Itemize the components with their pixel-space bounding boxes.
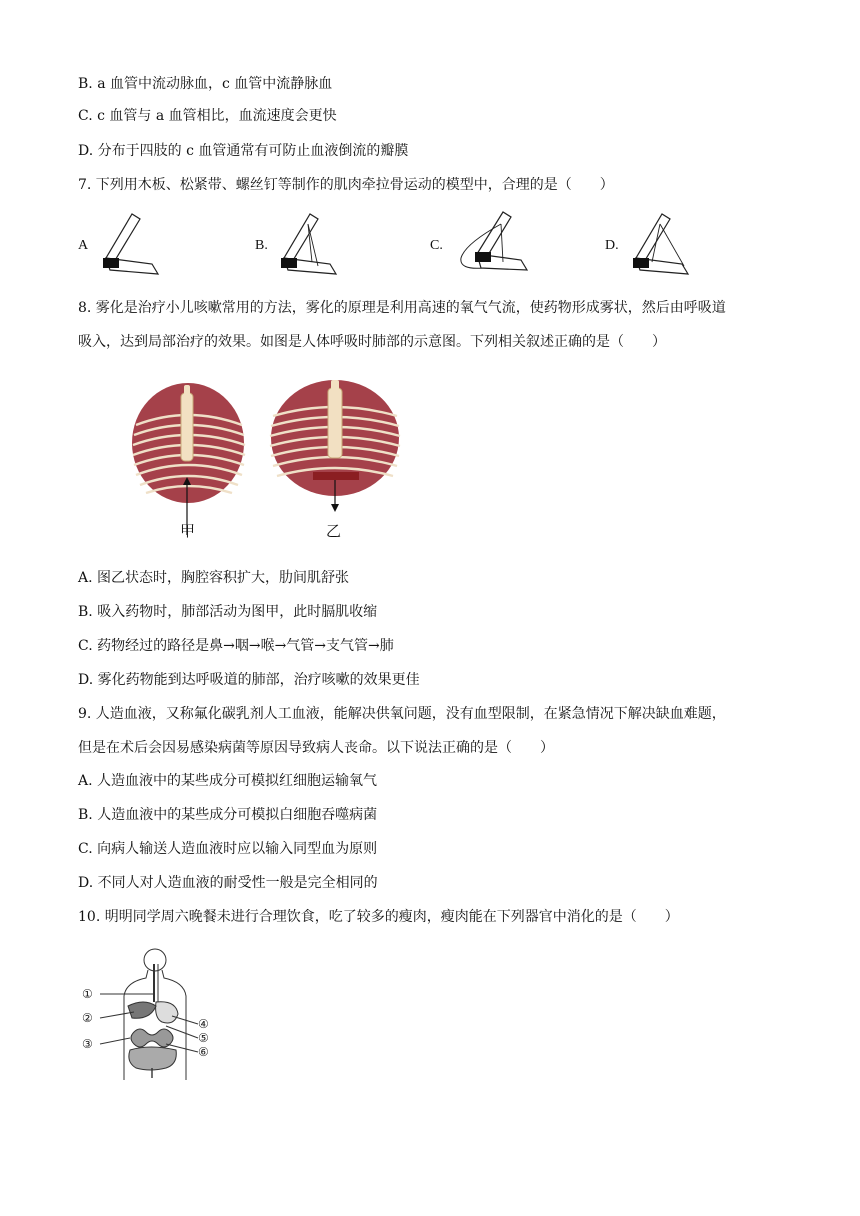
q8-option-a: A. 图乙状态时，胸腔容积扩大，肋间肌舒张 (78, 570, 350, 586)
digestive-system-figure (80, 940, 220, 1085)
q7-model-a (100, 210, 170, 280)
q6-option-d: D. 分布于四肢的 c 血管通常有可防止血液倒流的瓣膜 (78, 143, 409, 159)
q7-model-d (630, 210, 700, 280)
q7-label-c: C. (430, 238, 443, 253)
q7-label-b: B. (255, 238, 268, 253)
digestive-label-5: ⑤ (198, 1031, 209, 1045)
q9-option-a: A. 人造血液中的某些成分可模拟红细胞运输氧气 (78, 773, 378, 789)
ribcage-figure-jia (130, 385, 250, 540)
q8-stem-line-1: 8. 雾化是治疗小儿咳嗽常用的方法，雾化的原理是利用高速的氧气气流，使药物形成雾状，然后由呼吸道 (78, 300, 726, 316)
q9-option-b: B. 人造血液中的某些成分可模拟白细胞吞噬病菌 (78, 807, 378, 823)
q7-label-d: D. (605, 238, 619, 253)
q9-stem-line-1: 9. 人造血液，又称氟化碳乳剂人工血液，能解决供氧问题，没有血型限制，在紧急情况下解决缺血难题， (78, 706, 726, 722)
q7-model-c (455, 208, 535, 280)
digestive-label-1: ① (82, 987, 93, 1001)
q8-option-c: C. 药物经过的路径是鼻→咽→喉→气管→支气管→肺 (78, 638, 394, 654)
digestive-label-6: ⑥ (198, 1045, 209, 1059)
q7-stem: 7. 下列用木板、松紧带、螺丝钉等制作的肌肉牵拉骨运动的模型中，合理的是（ ） (78, 177, 614, 193)
digestive-label-2: ② (82, 1011, 93, 1025)
q9-option-c: C. 向病人输送人造血液时应以输入同型血为原则 (78, 841, 378, 857)
q9-option-d: D. 不同人对人造血液的耐受性一般是完全相同的 (78, 875, 378, 891)
q7-label-a: A (78, 238, 89, 253)
digestive-label-4: ④ (198, 1017, 209, 1031)
q8-option-b: B. 吸入药物时，肺部活动为图甲，此时膈肌收缩 (78, 604, 378, 620)
q8-stem-line-2: 吸入，达到局部治疗的效果。如图是人体呼吸时肺部的示意图。下列相关叙述正确的是（ ） (78, 334, 666, 350)
figure-label-yi: 乙 (326, 522, 342, 540)
digestive-label-3: ③ (82, 1037, 93, 1051)
q9-stem-line-2: 但是在术后会因易感染病菌等原因导致病人丧命。以下说法正确的是（ ） (78, 740, 554, 756)
q7-model-b (278, 210, 348, 280)
q6-option-c: C. c 血管与 a 血管相比，血流速度会更快 (78, 108, 337, 124)
q6-option-b: B. a 血管中流动脉血，c 血管中流静脉血 (78, 76, 333, 92)
q10-stem: 10. 明明同学周六晚餐未进行合理饮食，吃了较多的瘦肉，瘦肉能在下列器官中消化的是（ ） (78, 909, 679, 925)
q8-option-d: D. 雾化药物能到达呼吸道的肺部，治疗咳嗽的效果更佳 (78, 672, 420, 688)
figure-label-jia: 甲 (180, 522, 196, 540)
ribcage-figure-yi (265, 380, 405, 525)
